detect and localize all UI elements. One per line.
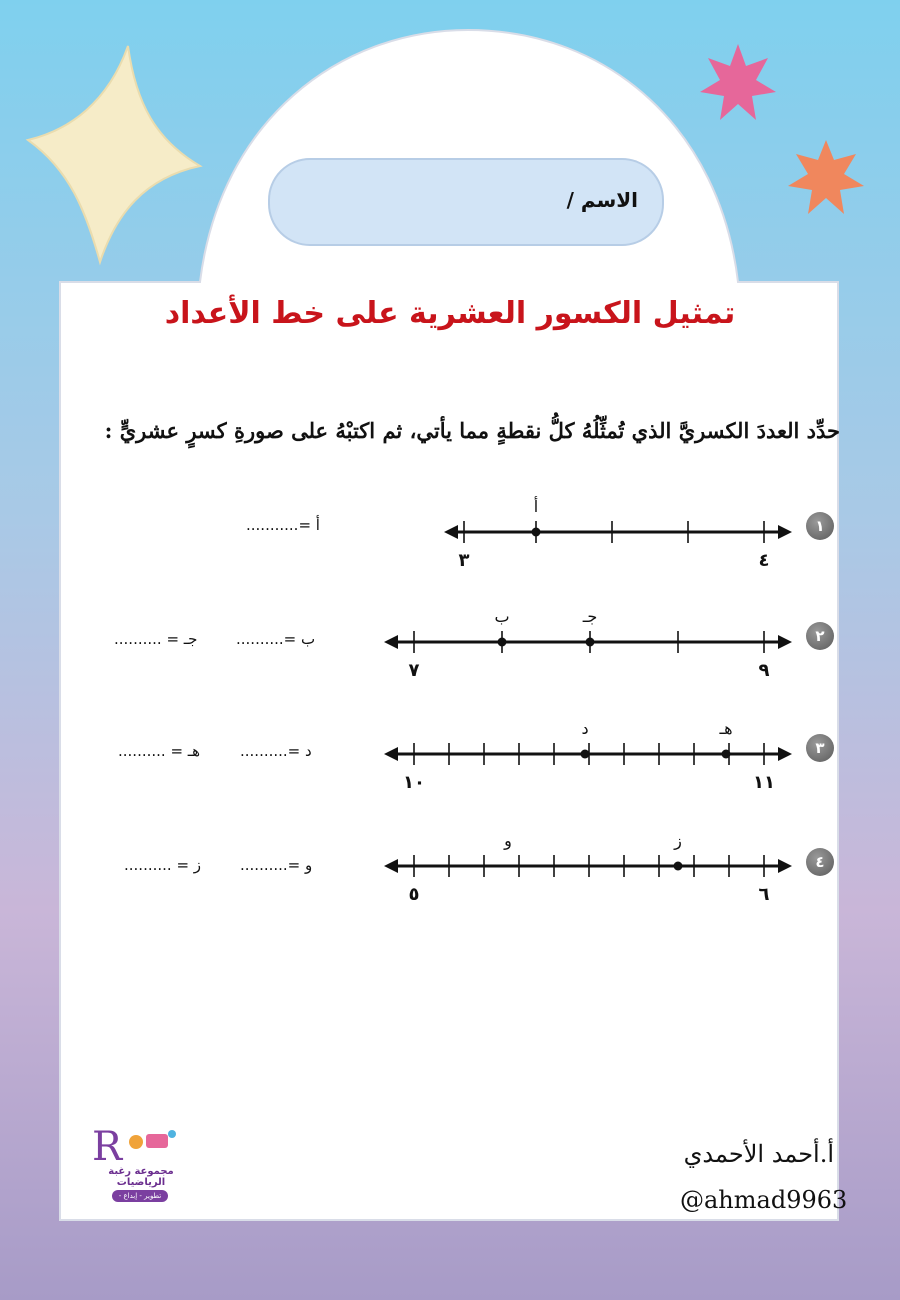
start-label: ١٠	[403, 772, 425, 793]
end-label: ١١	[753, 772, 775, 793]
point-marker	[586, 638, 595, 647]
point-label: ب	[494, 607, 510, 626]
answer-a[interactable]: أ =...........	[246, 516, 320, 534]
instruction-text: حدِّد العددَ الكسريَّ الذي تُمثِّلُهُ كلُّ نقطةٍ مما يأتي، ثم اكتبْهُ على صورةِ كسرٍ عشريٍّ :	[104, 418, 840, 443]
problem-badge-4: ٤	[806, 848, 834, 876]
teacher-name: أ.أحمد الأحمدي	[683, 1140, 834, 1168]
start-label: ٣	[458, 550, 470, 571]
point-label: د	[581, 719, 589, 738]
end-label: ٤	[758, 550, 770, 571]
point-label: و	[504, 831, 512, 850]
answer-j[interactable]: جـ = ..........	[114, 630, 198, 648]
answer-h[interactable]: هـ = ..........	[118, 742, 201, 760]
point-marker	[581, 750, 590, 759]
logo-subtitle: تطوير - إبداع - تواصل	[112, 1190, 168, 1202]
problem-badge-3: ٣	[806, 734, 834, 762]
problem-badge-2: ٢	[806, 622, 834, 650]
pink-star-icon	[700, 44, 776, 120]
end-label: ٦	[758, 884, 770, 905]
point-label: أ	[533, 497, 539, 516]
answer-b[interactable]: ب =..........	[236, 630, 316, 648]
page-title: تمثيل الكسور العشرية على خط الأعداد	[164, 296, 736, 331]
cream-star-icon	[28, 46, 200, 262]
point-marker	[722, 750, 731, 759]
logo-letter: R	[92, 1124, 123, 1170]
point-marker	[674, 862, 683, 871]
point-marker	[498, 638, 507, 647]
logo-caption: مجموعة رغبة الرياضيات	[108, 1166, 174, 1188]
start-label: ٥	[408, 884, 420, 905]
end-label: ٩	[758, 660, 770, 681]
orange-star-icon	[788, 140, 864, 214]
answer-w[interactable]: و =..........	[240, 856, 313, 874]
point-label: جـ	[582, 607, 598, 626]
social-handle: @ahmad9963	[680, 1186, 848, 1214]
point-marker	[532, 528, 541, 537]
problem-badge-1: ١	[806, 512, 834, 540]
answer-z[interactable]: ز = ..........	[124, 856, 202, 874]
point-label: هـ	[719, 719, 733, 738]
point-label: ز	[674, 831, 682, 850]
name-label: الاسم /	[566, 188, 638, 212]
name-field[interactable]	[268, 158, 664, 246]
answer-d[interactable]: د =..........	[240, 742, 312, 760]
start-label: ٧	[408, 660, 420, 681]
